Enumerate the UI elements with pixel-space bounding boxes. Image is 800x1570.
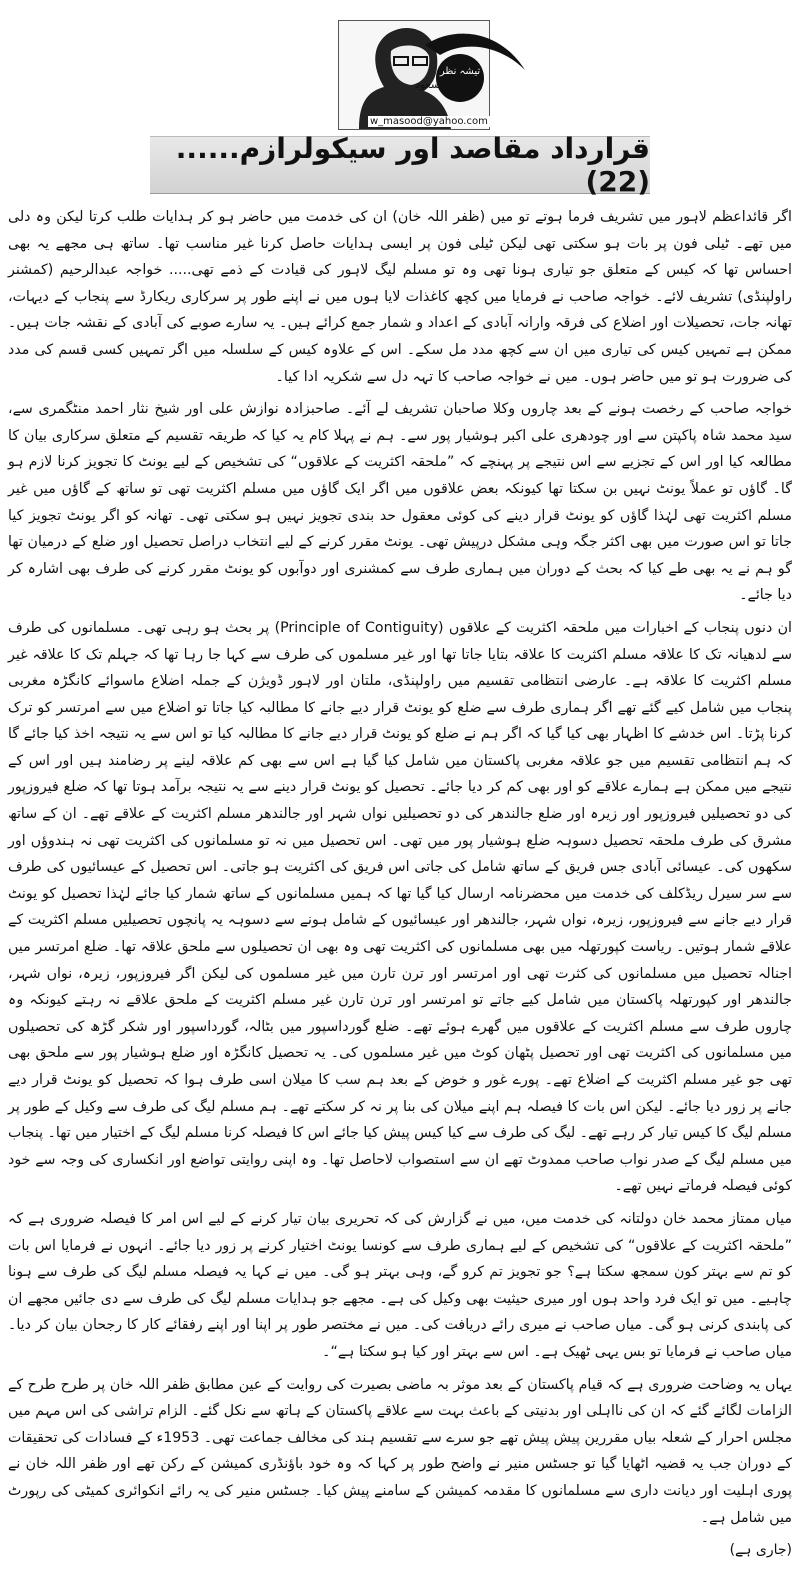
title-bar (150, 132, 650, 198)
paragraph: خواجہ صاحب کے رخصت ہونے کے بعد چاروں وکلا صاحبان تشریف لے آئے۔ صاحبزادہ نوازش علی اور شیخ نثار احمد منٹگمری سے، سید محمد شاہ پاکپتن سے اور چودھری علی اکبر ہوشیار پور سے۔ ہم نے پہلا کام یہ کیا کہ طریقہ تقسیم کے متعلق سرکاری بیان کا مطالعہ کیا اور اس کے تجزیے سے اس نتیجے پر پہنچے کہ ”ملحقہ اکثریت کے علاقوں“ کی تشخیص کے لیے یونٹ کا تجویز کرنا لازم ہو گا۔ گاؤں تو عملاً یونٹ نہیں بن سکتا تھا کیونکہ بعض علاقوں میں اگر ایک گاؤں میں مسلم اکثریت تھی تو ساتھ کے گاؤں میں غیر مسلم اکثریت تھی لہٰذا گاؤں کو یونٹ قرار دینے کی کوئی معقول حد بندی تجویز نہیں ہو سکتی تھی۔ تھانہ کو اگر یونٹ تجویز کیا جاتا تو اس صورت میں بھی اکثر جگہ وہی مشکل درپیش تھی۔ یونٹ مقرر کرنے کے لیے انتخاب دراصل تحصیل اور ضلع کے درمیان تھا گو ہم نے یہ بھی طے کیا کہ بحث کے دوران میں ہماری طرف سے کمشنری اور دوآبوں کو یونٹ مقرر کرنے کی طرف بھی اشارہ کر دیا جائے۔ (8, 401, 792, 604)
article-title: قرارداد مقاصد اور سیکولرازم......(22) (175, 132, 650, 198)
author-name: وجاہت مسعود (415, 78, 483, 91)
author-email[interactable]: w_masood@yahoo.com (370, 116, 488, 127)
paragraph: میاں ممتاز محمد خان دولتانہ کی خدمت میں، میں نے گزارش کی کہ تحریری بیان تیار کرنے کے لیے اس امر کا فیصلہ ضروری ہے کہ ”ملحقہ اکثریت کے علاقوں“ کی تشخیص کے لیے ہماری طرف سے کونسا یونٹ اختیار کرنے پر زور دیا جائے۔ انہوں نے فرمایا اس بات کو تم سے بہتر کون سمجھ سکتا ہے؟ جو تجویز تم کرو گے، وہی بہتر ہو گی۔ میں نے کہا یہ فیصلہ مسلم لیگ کی طرف سے ہونا چاہیے۔ میں تو ایک فرد واحد ہوں اور میری حیثیت بھی وکیل کی ہے۔ مجھے جو ہدایات مسلم لیگ کی طرف سے دی جائیں مجھے ان کی پابندی کرنی ہو گی۔ میاں صاحب نے میری رائے دریافت کی۔ میں نے مختصر طور پر اپنا اور اپنے رفقائے کار کا رجحان بیان کر دیا۔ میاں صاحب نے فرمایا تو بس یہی ٹھیک ہے۔ اس سے بہتر اور کیا ہو سکتا ہے“۔ (8, 1210, 792, 1360)
column-logo (420, 30, 530, 114)
continued-note: (جاری ہے) (729, 1542, 792, 1559)
eye-logo-icon (420, 30, 530, 110)
column-logo-text: تیشہ نظر (439, 66, 481, 77)
article-body (8, 204, 792, 1570)
paragraph: اگر قائداعظم لاہور میں تشریف فرما ہوتے تو میں (ظفر اللہ خان) ان کی خدمت میں حاضر ہو کر ہدایات طلب کرتا لیکن وہ دلی میں تھے۔ ٹیلی فون پر بات ہو سکتی تھی لیکن ٹیلی فون پر ایسی ہدایات حاصل کرنا غیر مناسب تھا۔ ساتھ ہی مجھے یہ بھی احساس تھا کہ کیس کے متعلق جو تیاری ہونا تھی وہ تو مسلم لیگ لاہور کی قیادت کے ذمے تھی..... خواجہ عبدالرحیم (کمشنر راولپنڈی) تشریف لائے۔ خواجہ صاحب نے فرمایا میں کچھ کاغذات لایا ہوں میں نے اپنے طور پر سرکاری ریکارڈ سے پنجاب کے دیہات، تھانہ جات، تحصیلات اور اضلاع کی فرقہ وارانہ آبادی کے اعداد و شمار جمع کرائے ہیں۔ یہ سارے صوبے کی آبادی کے نقشہ جات ہیں۔ ممکن ہے تمہیں کیس کی تیاری میں ان سے کچھ مدد مل سکے۔ اس کے علاوہ کیس کے سلسلہ میں اگر تمہیں کسی قسم کی مدد کی ضرورت ہو تو میں حاضر ہوں۔ میں نے خواجہ صاحب کا تہہ دل سے شکریہ ادا کیا۔ (8, 209, 792, 385)
paragraph: ان دنوں پنجاب کے اخبارات میں ملحقہ اکثریت کے علاقوں (Principle of Contiguity) پر بحث ہو رہی تھی۔ مسلمانوں کی طرف سے لدھیانہ تک کا علاقہ مسلم اکثریت کا علاقہ بتایا جاتا تھا اور غیر مسلموں کی طرف سے کہا جا رہا تھا کہ جہلم تک کا علاقہ غیر مسلم اکثریت کا علاقہ ہے۔ عارضی انتظامی تقسیم میں راولپنڈی، ملتان اور لاہور ڈویژن کے جملہ اضلاع ماسوائے کانگڑہ مغربی پنجاب میں شامل کیے گئے تھے اگر ہماری طرف سے ضلع کو یونٹ قرار دیے جانے کا مطالبہ کیا جاتا تو اضلاع میں سے امرتسر کو ترک کرنا پڑتا۔ اس خدشے کا اظہار بھی کیا گیا کہ اگر ہم نے ضلع کو یونٹ قرار دیے جانے کا مطالبہ کیا تو اس سے یہ نتیجہ اخذ کیا جائے گا کہ ہم انتظامی تقسیم میں جو علاقہ مغربی پاکستان میں شامل کیا گیا ہے اس سے بھی کم علاقہ لینے پر رضامند ہیں اور اس کے نتیجے میں ممکن ہے ہمارے علاقے کو اور بھی کم کر دیا جائے۔ تحصیل کو یونٹ قرار دینے سے یہ نتیجہ برآمد ہوتا تھا کہ ضلع فیروزپور کی دو تحصیلیں فیروزپور اور زیرہ اور ضلع جالندھر کی دو تحصیلیں نواں شہر اور جالندھر مسلم اکثریت کے علاقے تھے۔ ان کے ساتھ مشرق کی طرف ملحقہ تحصیل دسوہہ ضلع ہوشیار پور میں تھی۔ اس تحصیل میں نہ تو مسلمانوں کی اکثریت تھی نہ ہندوؤں اور سکھوں کی۔ عیسائی آبادی جس فریق کے ساتھ شامل کی جاتی اس فریق کی اکثریت ہو جاتی۔ اس تحصیل کے عیسائیوں کی طرف سے سر سیرل ریڈکلف کی خدمت میں محضرنامہ ارسال کیا گیا تھا کہ ہمیں مسلمانوں کے ساتھ شمار کیا جائے لہٰذا تحصیل کو یونٹ قرار دیے جانے سے فیروزپور، زیرہ، نواں شہر، جالندھر اور عیسائیوں کے شامل ہونے سے دسوہہ یہ پانچوں تحصیلیں مسلم اکثریت کے علاقے شمار ہوتیں۔ ریاست کپورتھلہ میں بھی مسلمانوں کی اکثریت تھی وہ بھی ان تحصیلوں سے ملحق علاقہ تھا۔ ضلع امرتسر میں اجنالہ تحصیل میں مسلمانوں کی کثرت تھی اور امرتسر اور ترن تارن میں غیر مسلموں کی لیکن اگر فیروزپور، زیرہ، نواں شہر، جالندھر اور کپورتھلہ پاکستان میں شامل کیے جاتے تو امرتسر اور ترن تارن غیر مسلم اکثریت کے ملحق علاقے نہ رہتے کیونکہ وہ چاروں طرف سے مسلم اکثریت کے علاقوں میں گھرے ہوئے تھے۔ ضلع گورداسپور میں بٹالہ، گورداسپور اور شکر گڑھ کی تحصیلوں میں مسلمانوں کی اکثریت تھی اور تحصیل پٹھان کوٹ میں غیر مسلموں کی۔ یہ تحصیل کانگڑہ اور ضلع ہوشیار پور سے ملحق بھی تھی جو غیر مسلم اکثریت کے اضلاع تھے۔ پورے غور و خوض کے بعد ہم سب کا میلان اسی طرف ہوا کہ تحصیل کو یونٹ قرار دیے جانے پر زور دیا جائے۔ لیکن اس بات کا فیصلہ ہم اپنے میلان کی بنا پر نہ کر سکتے تھے۔ ہم مسلم لیگ کی طرف سے وکیل کے طور پر مسلم لیگ کا کیس تیار کر رہے تھے۔ لیگ کی طرف سے کیا کیس پیش کیا جائے اس کا فیصلہ کرنا مسلم لیگ کے اختیار میں تھا۔ پنجاب میں مسلم لیگ کے صدر نواب صاحب ممدوٹ تھے ان سے استصواب لاحاصل تھا۔ وہ اپنی روایتی تواضع اور انکساری کی وجہ سے خود کوئی فیصلہ فرماتے نہیں تھے۔ (8, 619, 792, 1195)
paragraph: یہاں یہ وضاحت ضروری ہے کہ قیام پاکستان کے بعد موثر بہ ماضی بصیرت کی روایت کے عین مطابق ظفر اللہ خان پر طرح طرح کے الزامات لگائے گئے کہ ان کی نااہلی اور بدنیتی کے باعث بہت سے علاقے پاکستان کے ہاتھ سے نکل گئے۔ الزام تراشی کی اس مہم میں مجلس احرار کے شعلہ بیاں مقررین پیش پیش تھے جو سرے سے تقسیم ہند کی مخالف جماعت تھی۔ 1953ء کے فسادات کی تحقیقات کے دوران جب یہ قضیہ اٹھایا گیا تو جسٹس منیر نے واضح طور پر کہا کہ وہ خود باؤنڈری کمیشن کے رکن تھے اور ظفر اللہ خان نے پوری اہلیت اور دیانت داری سے مسلمانوں کا مقدمہ کمیشن کے سامنے پیش کیا۔ جسٹس منیر کی یہ رائے انکوائری کمیٹی کی رپورٹ میں شامل ہے۔ (8, 1376, 792, 1526)
column-header (0, 0, 800, 130)
